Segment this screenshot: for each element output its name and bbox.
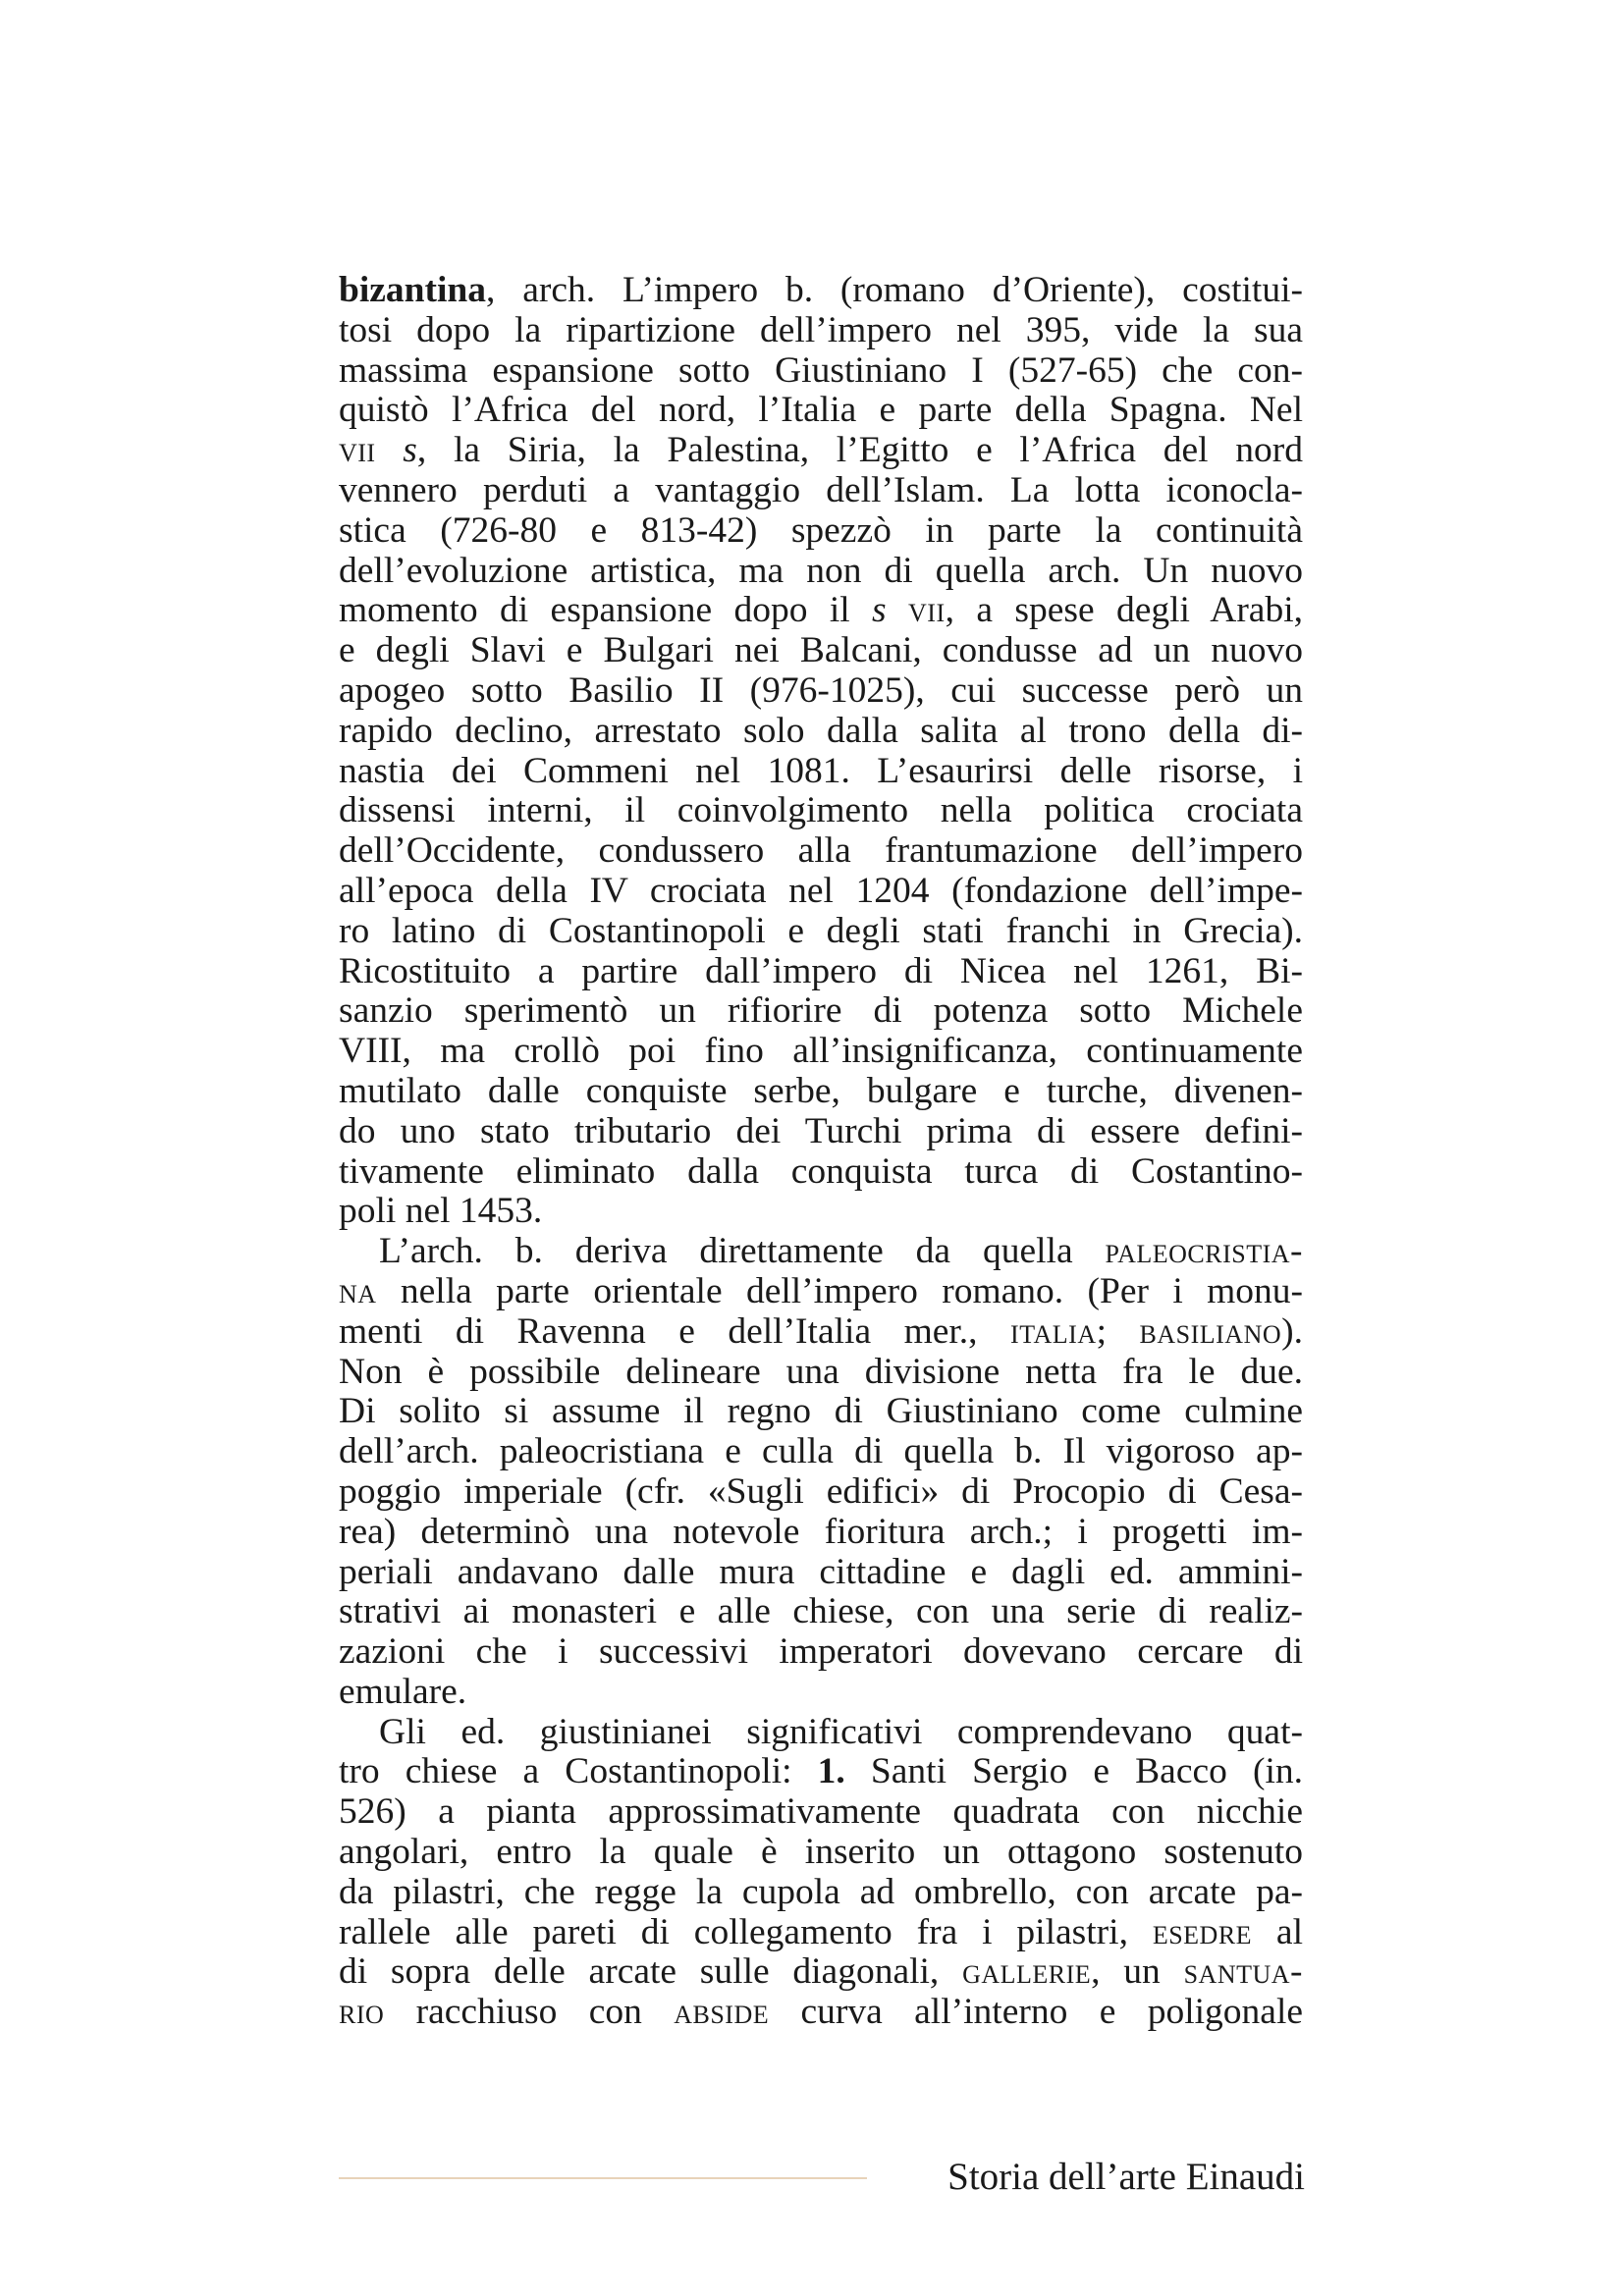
text-line: rea) determinò una notevole fioritura arch.; i progetti im-	[339, 1511, 1303, 1552]
cross-reference: rio	[339, 1992, 385, 2033]
text-line: vennero perduti a vantaggio dell’Islam. La lotta iconocla-	[339, 469, 1303, 510]
text-line: Ricostituito a partire dall’impero di Nicea nel 1261, Bi-	[339, 950, 1303, 991]
text-line: stica (726-80 e 813-42) spezzò in parte la continuità	[339, 509, 1303, 551]
text-line: Di solito si assume il regno di Giustiniano come culmine	[339, 1391, 1303, 1432]
text-line: dell’Occidente, condussero alla frantumazione dell’impero	[339, 830, 1303, 872]
text-line: all’epoca della IV crociata nel 1204 (fondazione dell’impe-	[339, 870, 1303, 911]
cross-reference: abside	[674, 1992, 770, 2033]
text-line: Non è possibile delineare una divisione netta fra le due.	[339, 1351, 1303, 1392]
text-line: menti di Ravenna e dell’Italia mer., italia; basiliano).	[339, 1310, 1303, 1352]
cross-reference: gallerie	[962, 1951, 1092, 1993]
text-line: momento di espansione dopo il s vii, a spese degli Arabi,	[339, 590, 1303, 631]
text-line: 526) a pianta approssimativamente quadrata con nicchie	[339, 1791, 1303, 1833]
cross-reference: esedre	[1152, 1911, 1253, 1952]
text-line: rio racchiuso con abside curva all’interno e poligonale	[339, 1992, 1304, 2033]
text-line: periali andavano dalle mura cittadine e dagli ed. ammini-	[339, 1551, 1303, 1592]
text-line: sanzio sperimentò un rifiorire di potenza sotto Michele	[339, 990, 1303, 1032]
text-line: tro chiese a Costantinopoli: 1. Santi Sergio e Bacco (in.	[339, 1751, 1303, 1792]
text-line: tivamente eliminato dalla conquista turca di Costantino-	[339, 1150, 1303, 1192]
text-line: strativi ai monasteri e alle chiese, con una serie di realiz-	[339, 1591, 1303, 1632]
text-line: na nella parte orientale dell’impero romano. (Per i monu-	[339, 1270, 1303, 1311]
headword: bizantina	[339, 270, 487, 310]
text-line: rapido declino, arrestato solo dalla salita al trono della di-	[339, 710, 1303, 751]
paragraph-3	[339, 1713, 1303, 2033]
text-line: e degli Slavi e Bulgari nei Balcani, condusse ad un nuovo	[339, 630, 1303, 671]
text-line: tosi dopo la ripartizione dell’impero nel 395, vide la sua	[339, 309, 1303, 350]
text-line: dissensi interni, il coinvolgimento nella politica crociata	[339, 790, 1303, 831]
text-line: di sopra delle arcate sulle diagonali, gallerie, un santua-	[339, 1951, 1304, 1993]
text-line: nastia dei Commeni nel 1081. L’esaurirsi delle risorse, i	[339, 750, 1303, 791]
text-line: rallele alle pareti di collegamento fra i pilastri, esedre al	[339, 1911, 1303, 1952]
text-line: VIII, ma crollò poi fino all’insignificanza, continuamente	[339, 1031, 1303, 1072]
paragraph-1: bizantina, arch. L’impero b. (romano d’Oriente), costitui- tosi dopo la ripartizione dell’impero nel 395, vide la sua massima espansione sotto Giustiniano I (527-65) che con- quistò l’Africa del nord, l’Italia e parte della Spagna. Nel vii s, la Siria, la Palestina, l’Egitto e l’Africa del nord vennero perduti a vantaggio dell’Islam. La lotta iconocla- stica (726-80 e 813-42) spezzò in parte la continuità dell’evoluzione artistica, ma non di quella arch. Un nuovo momento di espansione dopo il s vii, a spese degli Arabi, e degli Slavi e Bulgari nei Balcani, condusse ad un nuovo apogeo sotto Basilio II (976-1025), cui successe però un rapido declino, arrestato solo dalla salita al trono della di- nastia dei Commeni nel 1081. L’esaurirsi delle risorse, i dissensi interni, il coinvolgimento nella politica crociata dell’Occidente, condussero alla frantumazione dell’impero all’epoca della IV crociata nel 1204 (fondazione dell’impe- ro latino di Costantinopoli e degli stati franchi in Grecia). Ricostituito a partire dall’impero di Nicea nel 1261, Bi- sanzio sperimentò un rifiorire di potenza sotto Michele VIII, ma crollò poi fino all’insignificanza, continuamente mutilato dalle conquiste serbe, bulgare e turche, divenen- do uno stato tributario dei Turchi prima di essere defini- tivamente eliminato dalla conquista turca di Costantino- poli nel 1453.	[339, 270, 1304, 1232]
text-line: angolari, entro la quale è inserito un ottagono sostenuto	[339, 1832, 1303, 1873]
cross-reference: italia	[1010, 1310, 1097, 1352]
paragraph-2	[339, 1232, 1303, 1713]
cross-reference: na	[339, 1270, 377, 1311]
text-line: apogeo sotto Basilio II (976-1025), cui successe però un	[339, 669, 1303, 711]
footer-title: Storia dell’arte Einaudi	[947, 2156, 1305, 2198]
cross-reference: santua-	[1183, 1951, 1304, 1993]
text-line: Gli ed. giustinianei significativi comprendevano quat-	[379, 1711, 1303, 1752]
text-line: mutilato dalle conquiste serbe, bulgare e turche, divenen-	[339, 1070, 1303, 1111]
text-line: dell’evoluzione artistica, ma non di quella arch. Un nuovo	[339, 550, 1303, 591]
text-line: ro latino di Costantinopoli e degli stati franchi in Grecia).	[339, 910, 1303, 951]
text-line: quistò l’Africa del nord, l’Italia e parte della Spagna. Nel	[339, 390, 1303, 431]
text-line: emulare.	[339, 1671, 467, 1712]
text-line: zazioni che i successivi imperatori dovevano cercare di	[339, 1631, 1303, 1673]
text-line: poli nel 1453.	[339, 1191, 543, 1232]
text-line: L’arch. b. deriva direttamente da quella paleocristia-	[379, 1231, 1303, 1272]
entry-text	[339, 271, 1303, 2033]
text-line: do uno stato tributario dei Turchi prima di essere defini-	[339, 1110, 1303, 1151]
footer-rule	[339, 2177, 867, 2179]
text-line: da pilastri, che regge la cupola ad ombrello, con arcate pa-	[339, 1871, 1303, 1912]
text-line: poggio imperiale (cfr. «Sugli edifici» di Procopio di Cesa-	[339, 1470, 1303, 1512]
cross-reference: paleocristia-	[1105, 1231, 1303, 1272]
text-line: vii s, la Siria, la Palestina, l’Egitto e l’Africa del nord	[339, 430, 1304, 471]
text-line: dell’arch. paleocristiana e culla di quella b. Il vigoroso ap-	[339, 1431, 1303, 1472]
cross-reference: basiliano	[1139, 1310, 1282, 1352]
text-line: massima espansione sotto Giustiniano I (527-65) che con-	[339, 349, 1303, 391]
